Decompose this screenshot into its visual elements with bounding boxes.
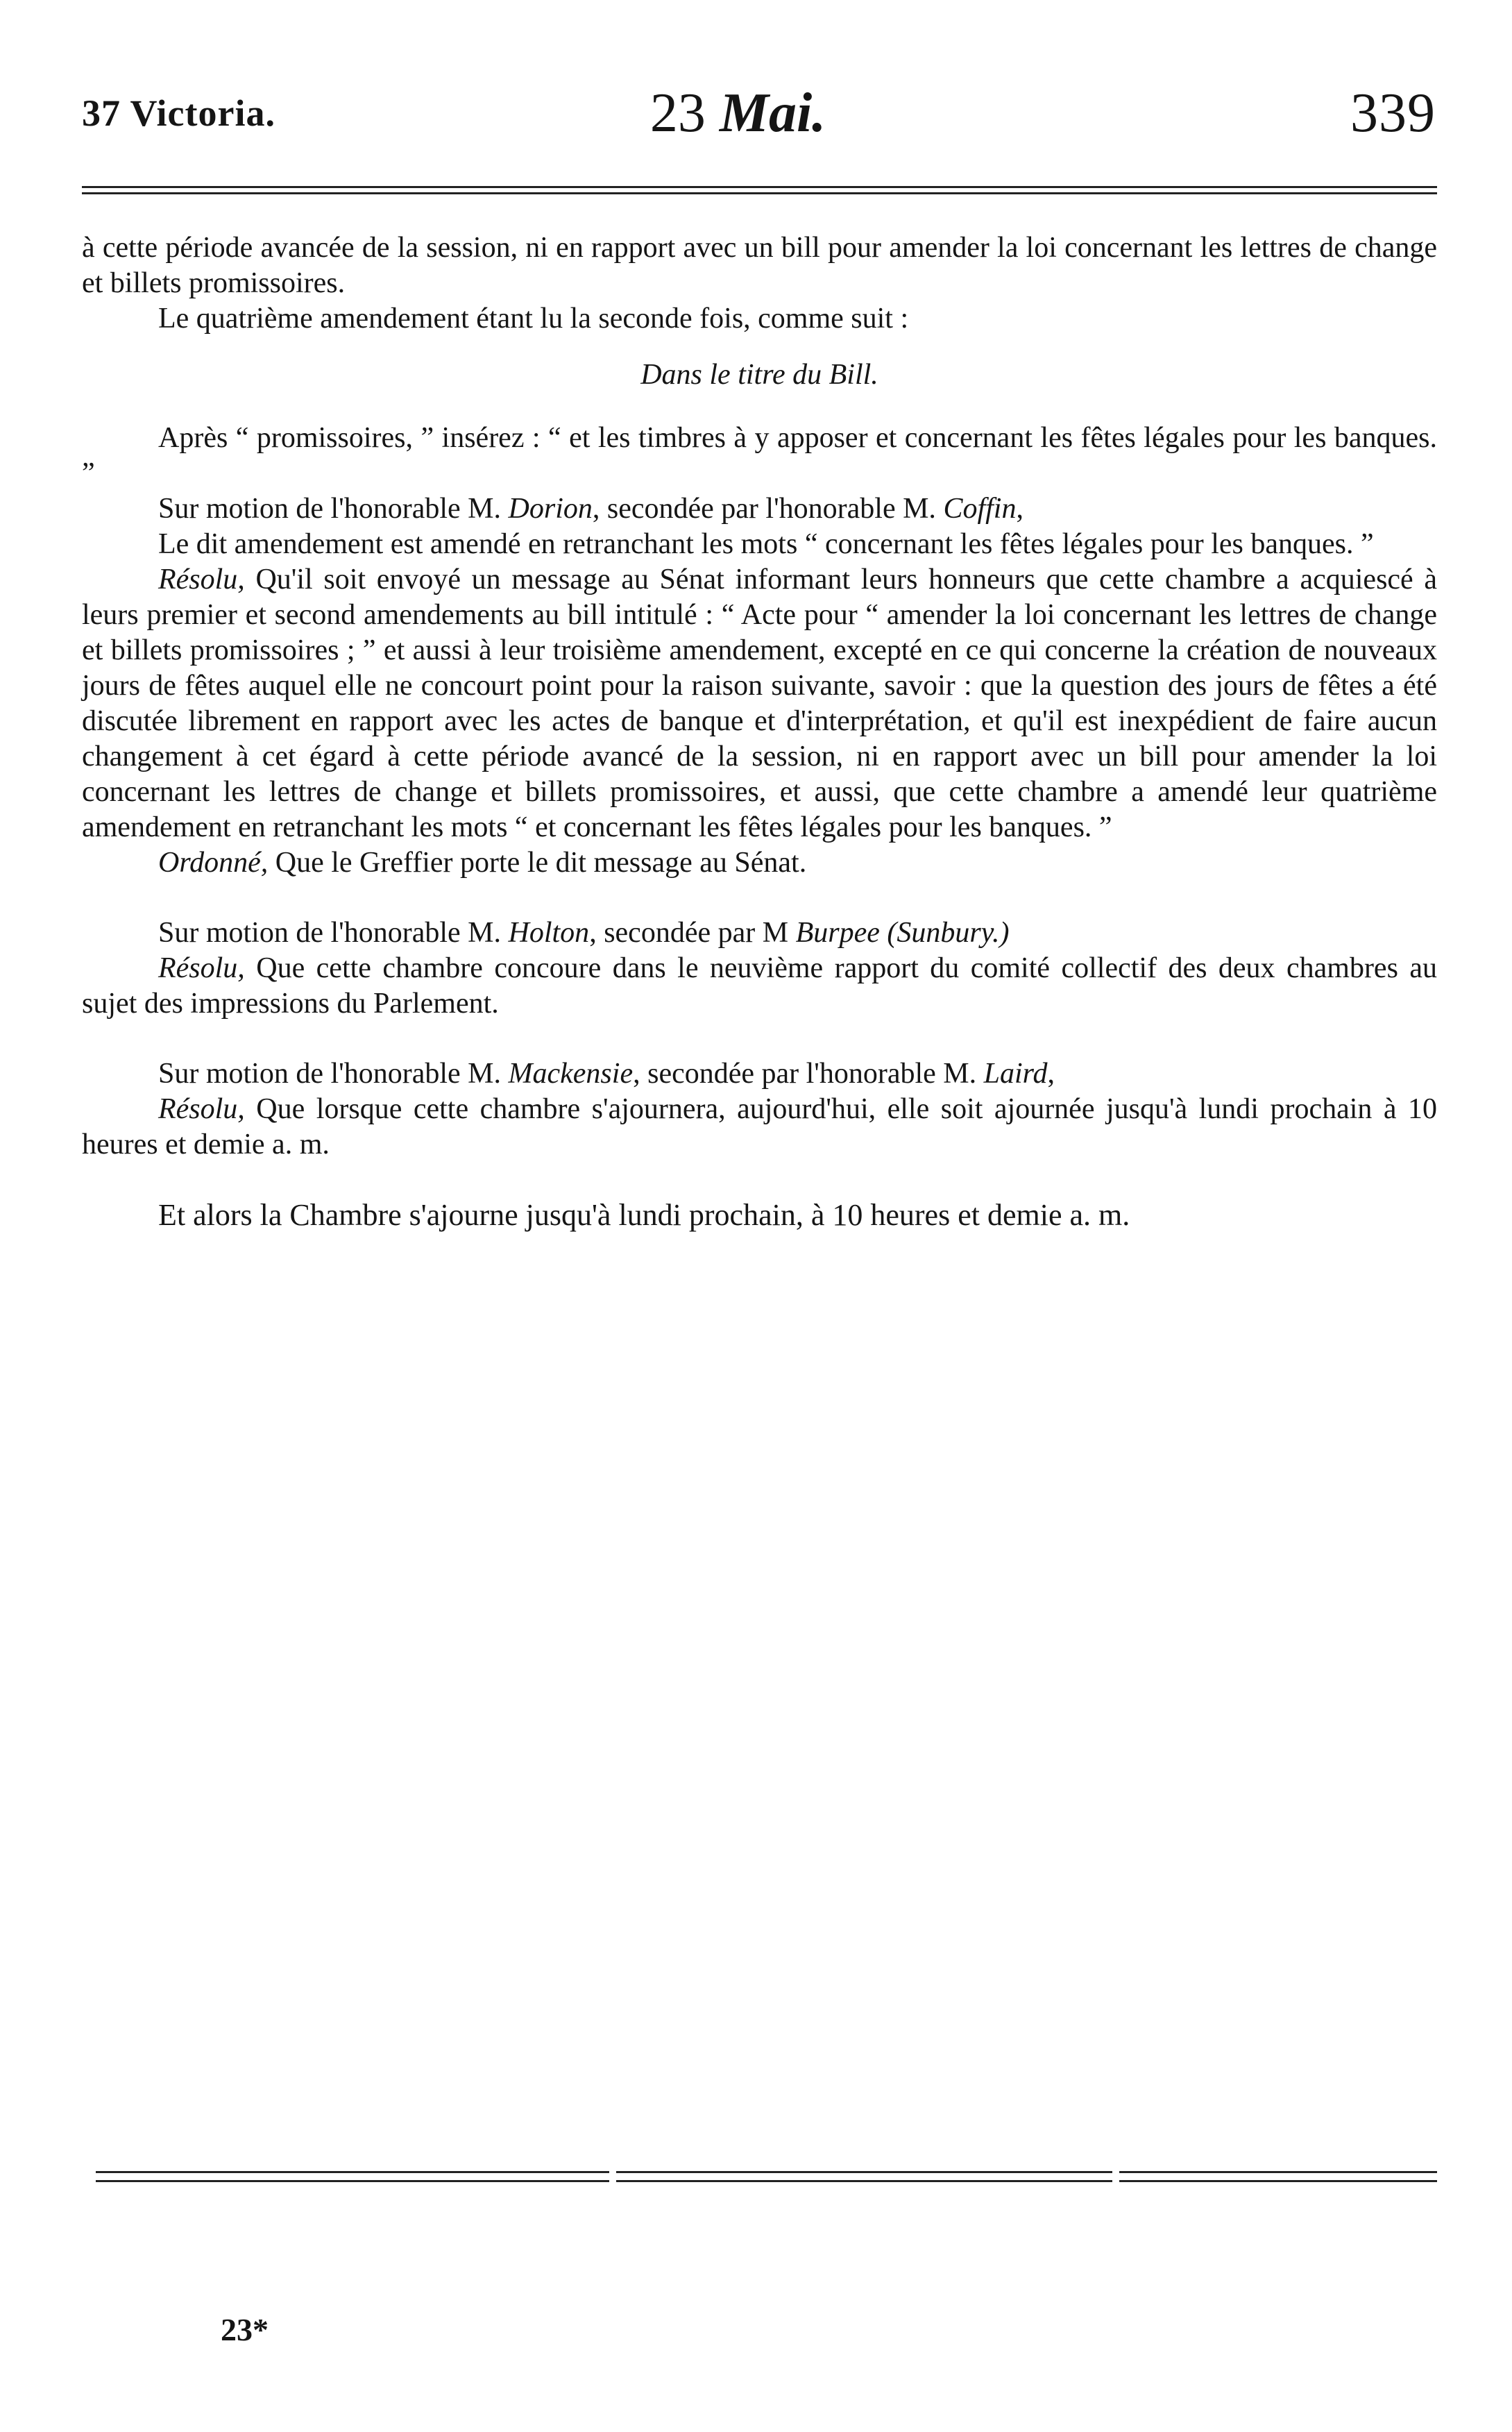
footer-rule: [82, 2171, 1437, 2192]
order-label: Ordonné,: [158, 847, 269, 879]
motion-text: Sur motion de l'honorable M.: [158, 917, 509, 949]
seconder-name: Laird: [983, 1058, 1048, 1090]
motion-text: , secondée par M: [589, 917, 796, 949]
resolution-label: Résolu,: [158, 1093, 245, 1125]
order-text: Que le Greffier porte le dit message au Sénat.: [268, 847, 807, 879]
motion-text: Sur motion de l'honorable M.: [158, 493, 509, 525]
paragraph-motion-dorion: [82, 491, 1437, 527]
signature-mark: 23*: [221, 2312, 269, 2347]
footer-rule-segment: [616, 2171, 1112, 2182]
seconder-name: Coffin: [943, 493, 1017, 525]
page-number: 339: [1350, 83, 1436, 144]
resolution-text: Que lorsque cette chambre s'ajournera, aujourd'hui, elle soit ajournée jusqu'à lundi prochain à 10 heures et demie a. m.: [82, 1093, 1437, 1160]
resolution-text: Qu'il soit envoyé un message au Sénat informant leurs honneurs que cette chambre a acquiescé à leurs premier et second amendements au bill intitulé : “ Acte pour “ amender la loi concernant les lettres de change et billets promissoires ; ” et aussi à leur troisième amendement, excepté en ce qui concerne la création de nouveaux jours de fêtes auquel elle ne concourt point pour la raison suivante, savoir : que la question des jours de fêtes a été discutée librement en rapport avec les actes de banque et d'interprétation, et qu'il est inexpédient de faire aucun changement à cet égard à cette période avancé de la session, ni en rapport avec un bill pour amender la loi concernant les lettres de change et billets promissoires, et aussi, que cette chambre a amendé leur quatrième amendement en retranchant les mots “ et concernant les fêtes légales pour les banques. ”: [82, 564, 1437, 843]
date-heading: [40, 82, 1436, 145]
paragraph-resolution-printing: [82, 951, 1437, 1022]
resolution-text: Que cette chambre concoure dans le neuvième rapport du comité collectif des deux chambres au sujet des impressions du Parlement.: [82, 952, 1437, 1020]
motion-text: ,: [1016, 493, 1023, 525]
motion-text: , secondée par l'honorable M.: [633, 1058, 984, 1090]
paragraph-insertion: Après “ promissoires, ” insérez : “ et les timbres à y apposer et concernant les fêtes légales pour les banques. ”: [82, 422, 1437, 489]
seconder-name: Burpee (Sunbury.): [795, 917, 1010, 949]
volume-label: 37 Victoria.: [82, 92, 275, 134]
motion-text: ,: [1047, 1058, 1055, 1090]
paragraph-resolution-adjourn: [82, 1092, 1437, 1163]
paragraph-motion-holton: [82, 915, 1437, 951]
paragraph-resolution-message: [82, 562, 1437, 845]
date-month: Mai.: [719, 83, 826, 144]
footer-rule-segment: [1119, 2171, 1437, 2182]
resolution-label: Résolu,: [158, 952, 245, 984]
paragraph-motion-mackensie: [82, 1056, 1437, 1092]
journal-body: [82, 230, 1437, 1233]
motion-text: , secondée par l'honorable M.: [592, 493, 944, 525]
paragraph-fourth-amendment: Le quatrième amendement étant lu la seconde fois, comme suit :: [158, 303, 909, 335]
paragraph-amendment-amended: Le dit amendement est amendé en retranchant les mots “ concernant les fêtes légales pour les banques. ”: [158, 528, 1374, 560]
section-heading: Dans le titre du Bill.: [640, 359, 878, 391]
motion-text: Sur motion de l'honorable M.: [158, 1058, 509, 1090]
date-day: 23: [649, 83, 706, 144]
footer-rule-segment: [96, 2171, 609, 2182]
paragraph-order: [82, 845, 1437, 881]
mover-name: Dorion: [508, 493, 593, 525]
resolution-label: Résolu,: [158, 564, 245, 596]
mover-name: Mackensie: [508, 1058, 634, 1090]
mover-name: Holton: [508, 917, 590, 949]
paragraph-continuation: à cette période avancée de la session, ni en rapport avec un bill pour amender la loi concernant les lettres de change et billets promissoires.: [82, 232, 1437, 299]
paragraph-adjournment: Et alors la Chambre s'ajourne jusqu'à lundi prochain, à 10 heures et demie a. m.: [158, 1198, 1130, 1232]
header-rule: [82, 186, 1437, 194]
running-head: [82, 82, 1436, 151]
